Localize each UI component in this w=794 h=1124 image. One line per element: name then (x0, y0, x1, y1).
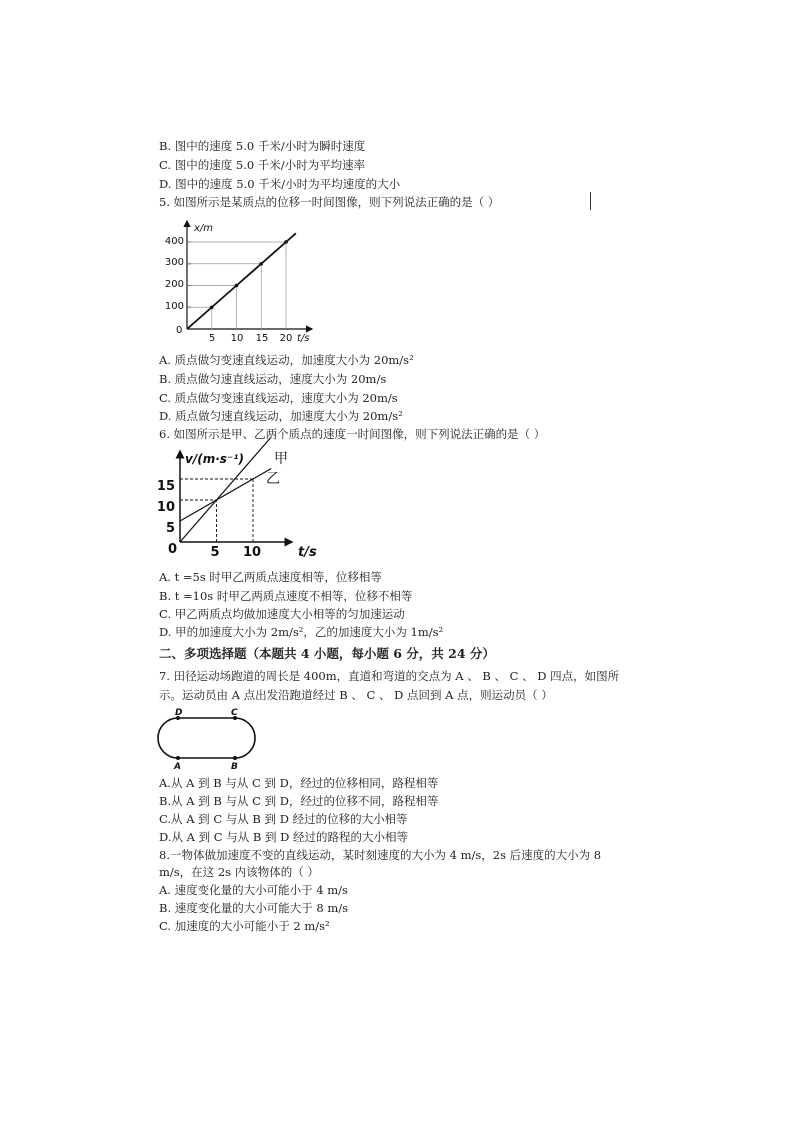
q8-option-a: A. 速度变化量的大小可能小于 4 m/s (159, 883, 348, 897)
q6-option-d: D. 甲的加速度大小为 2m/s²，乙的加速度大小为 1m/s² (159, 625, 444, 639)
q5-x-tick-label: 15 (255, 333, 269, 344)
q6-y-tick-label: 5 (165, 521, 175, 536)
question-8-stem-line-1: 8.一物体做加速度不变的直线运动，某时刻速度的大小为 4 m/s，2s 后速度的大小为 8 (159, 848, 602, 862)
option-b-line: B. 图中的速度 5.0 千米/小时为瞬时速度 (159, 139, 366, 153)
q5-option-d: D. 质点做匀速直线运动，加速度大小为 20m/s² (159, 409, 403, 423)
q7-option-a: A.从 A 到 B 与从 C 到 D，经过的位移相同，路程相等 (159, 776, 439, 790)
q6-series-yi-line (180, 469, 271, 522)
q6-x-tick-label: 5 (210, 545, 220, 560)
text-cursor (590, 192, 591, 210)
q6-series-label-jia: 甲 (274, 451, 288, 467)
q5-option-c: C. 质点做匀变速直线运动，速度大小为 20m/s (159, 391, 398, 405)
q5-option-b: B. 质点做匀速直线运动，速度大小为 20m/s (159, 372, 387, 386)
track-outline (158, 718, 255, 758)
q6-option-a: A. t =5s 时甲乙两质点速度相等，位移相等 (159, 570, 382, 584)
q6-option-b: B. t =10s 时甲乙两质点速度不相等，位移不相等 (159, 589, 413, 603)
q6-origin-label: 0 (168, 542, 178, 557)
q5-option-a: A. 质点做匀变速直线运动，加速度大小为 20m/s² (159, 353, 414, 367)
q6-y-axis-label: v/(m·s⁻¹) (185, 452, 244, 466)
question-8-stem-line-2: m/s，在这 2s 内该物体的（ ） (159, 865, 319, 879)
q6-series-label-yi: 乙 (266, 471, 280, 487)
track-point-b (233, 756, 237, 760)
q5-x-axis-label: t/s (297, 333, 310, 344)
q6-option-c: C. 甲乙两质点均做加速度大小相等的匀加速运动 (159, 607, 405, 621)
q5-x-tick-label: 5 (208, 333, 216, 344)
q7-option-c: C.从 A 到 C 与从 B 到 D 经过的位移的大小相等 (159, 812, 408, 826)
q6-y-tick-label: 15 (156, 479, 175, 494)
question-7-stem-line-2: 示。运动员由 A 点出发沿跑道经过 B 、 C 、 D 点回到 A 点，则运动员（ ） (159, 688, 553, 702)
q6-x-tick-label: 10 (242, 545, 262, 560)
section-2-heading: 二、多项选择题（本题共 4 小题，每小题 6 分，共 24 分） (159, 646, 495, 661)
q5-origin-label: 0 (176, 325, 183, 336)
track-label-b: B (231, 762, 238, 772)
running-track-diagram (156, 706, 260, 770)
q5-position-time-graph (160, 215, 320, 345)
q7-option-b: B.从 A 到 B 与从 C 到 D，经过的位移不同，路程相等 (159, 794, 439, 808)
track-label-a: A (174, 762, 181, 772)
q5-x-tick-label: 10 (230, 333, 244, 344)
q5-y-tick-label: 400 (164, 236, 184, 247)
track-point-a (176, 756, 180, 760)
question-5-stem: 5. 如图所示是某质点的位移一时间图像，则下列说法正确的是（ ） (159, 195, 500, 209)
option-d-line: D. 图中的速度 5.0 千米/小时为平均速度的大小 (159, 177, 401, 191)
track-label-d: D (175, 708, 183, 718)
q5-y-tick-label: 100 (164, 301, 184, 312)
q8-option-c: C. 加速度的大小可能小于 2 m/s² (159, 919, 330, 933)
q6-x-axis-label: t/s (298, 545, 317, 560)
q5-y-axis-label: x/m (194, 223, 214, 234)
q5-y-tick-label: 300 (164, 257, 184, 268)
track-label-c: C (231, 708, 238, 718)
question-6-stem: 6. 如图所示是甲、乙两个质点的速度一时间图像，则下列说法正确的是（ ） (159, 427, 546, 441)
q8-option-b: B. 速度变化量的大小可能大于 8 m/s (159, 901, 349, 915)
option-c-line: C. 图中的速度 5.0 千米/小时为平均速率 (159, 158, 366, 172)
q7-option-d: D.从 A 到 C 与从 B 到 D 经过的路程的大小相等 (159, 830, 408, 844)
q6-y-tick-label: 10 (156, 500, 175, 515)
q5-x-tick-label: 20 (279, 333, 293, 344)
q6-velocity-time-graph (156, 445, 320, 565)
q5-y-tick-label: 200 (164, 279, 184, 290)
q5-series-line (187, 233, 296, 329)
question-7-stem-line-1: 7. 田径运动场跑道的周长是 400m，直道和弯道的交点为 A 、 B 、 C 、 D 四点，如图所 (159, 669, 620, 683)
